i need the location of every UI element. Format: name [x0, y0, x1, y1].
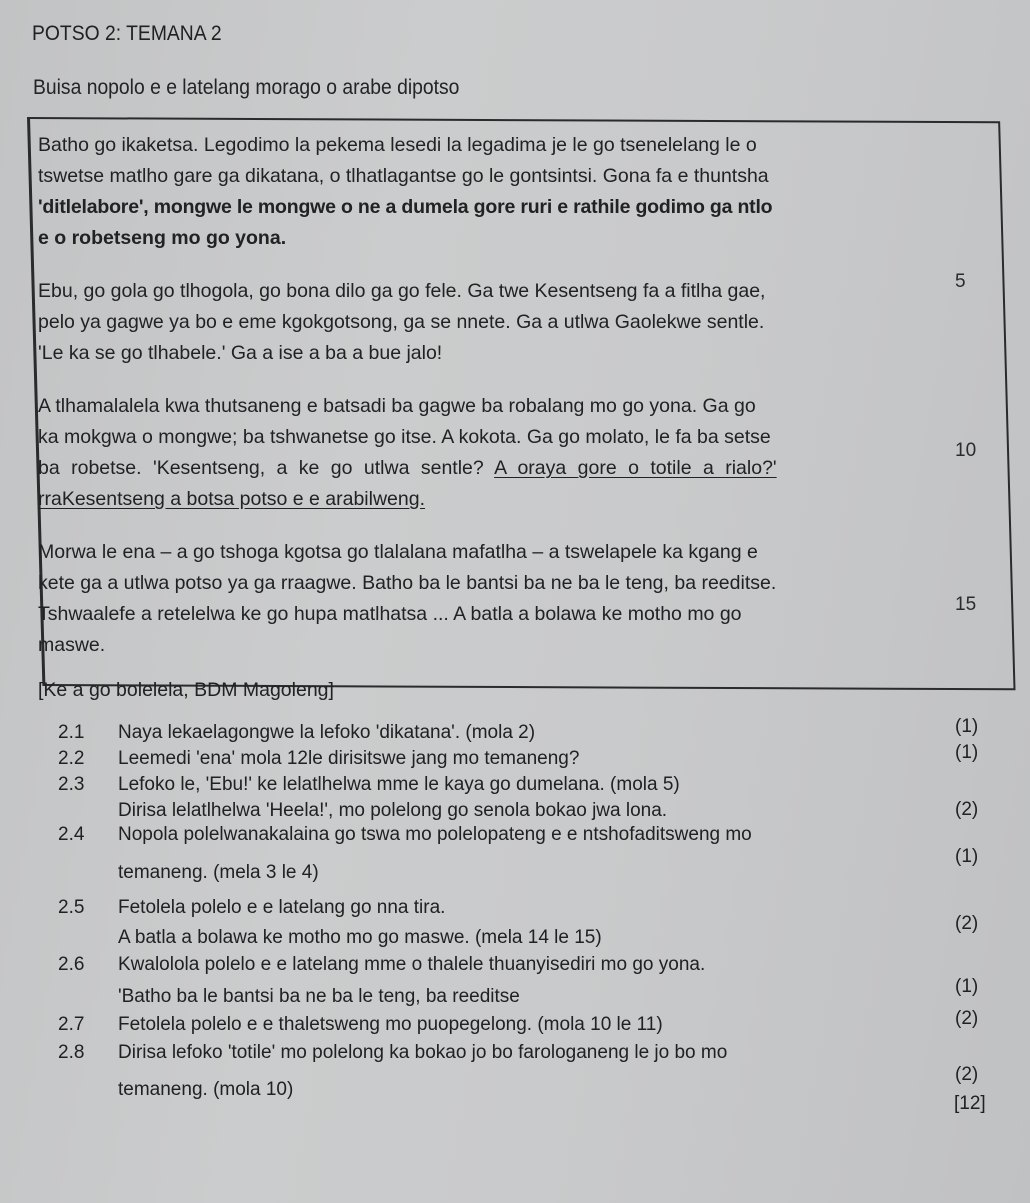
passage-paragraph-3 [38, 391, 943, 515]
question-text: 'Batho ba le bantsi ba ne ba le teng, ba reeditse [118, 986, 520, 1007]
passage-paragraph-2 [38, 276, 943, 369]
question-marks: (1) [955, 976, 979, 997]
passage-line: 'ditlelabore', mongwe le mongwe o ne a dumela gore ruri e rathile godimo ga ntlo [38, 196, 773, 218]
question-text: A batla a bolawa ke motho mo go maswe. (mela 14 le 15) [118, 927, 602, 948]
passage-line [38, 453, 943, 484]
question-text: temaneng. (mela 3 le 4) [118, 862, 319, 883]
underlined-sentence-part-2: rraKesentseng a botsa potso e e arabilweng. [38, 488, 426, 510]
question-number: 2.6 [58, 954, 85, 975]
passage-paragraph-1 [38, 130, 943, 254]
question-text: Kwalolola polelo e e latelang mme o thalele thuanyisediri mo go yona. [118, 954, 706, 975]
question-marks: (2) [955, 913, 979, 934]
question-marks: (1) [955, 846, 979, 867]
underlined-sentence-part-1: A oraya gore o totile a rialo?' [494, 457, 777, 479]
passage-line: Batho go ikaketsa. Legodimo la pekema lesedi la legadima je le go tsenelelang le o [38, 134, 757, 156]
question-text: Nopola polelwanakalaina go tswa mo polelopateng e e ntshofaditsweng mo [118, 824, 752, 845]
question-marks: (2) [955, 1008, 979, 1029]
question-number: 2.1 [58, 722, 85, 743]
passage-line: tswetse matlho gare ga dikatana, o tlhatlagantse go le gontsintsi. Gona fa e thuntsha [38, 165, 769, 187]
page-title: POTSO 2: TEMANA 2 [32, 22, 222, 45]
passage-line: A tlhamalalela kwa thutsaneng e batsadi ba gagwe ba robalang mo go yona. Ga go [38, 395, 756, 417]
question-text: temaneng. (mola 10) [118, 1079, 294, 1100]
question-marks: (1) [955, 742, 979, 763]
passage-line: kete ga a utlwa potso ya ga rraagwe. Batho ba le bantsi ba ne ba le teng, ba reeditse. [38, 572, 777, 594]
question-number: 2.2 [58, 748, 85, 769]
passage-line: Ebu, go gola go tlhogola, go bona dilo ga go fele. Ga twe Kesentseng fa a fitlha gae, [38, 280, 766, 302]
question-text: Dirisa lelatlhelwa 'Heela!', mo polelong go senola bokao jwa lona. [118, 800, 668, 821]
question-number: 2.8 [58, 1042, 85, 1063]
passage-line: Tshwaalefe a retelelwa ke go hupa matlhatsa ... A batla a bolawa ke motho mo go [38, 603, 742, 625]
passage-line: maswe. [38, 634, 106, 656]
question-text: Lefoko le, 'Ebu!' ke lelatlhelwa mme le kaya go dumelana. (mola 5) [118, 774, 680, 795]
passage-paragraph-4 [38, 537, 943, 661]
passage-line: ka mokgwa o mongwe; ba tshwanetse go itse. A kokota. Ga go molato, le fa ba setse [38, 426, 771, 448]
question-marks: (2) [955, 1064, 979, 1085]
question-text: Leemedi 'ena' mola 12le dirisitswe jang mo temaneng? [118, 748, 580, 769]
line-number-5: 5 [955, 271, 966, 292]
passage-line: pelo ya gagwe ya bo e eme kgokgotsong, ga se nnete. Ga a utlwa Gaolekwe sentle. [38, 311, 765, 333]
question-number: 2.3 [58, 774, 85, 795]
question-marks: (1) [955, 716, 979, 737]
passage [38, 130, 943, 706]
passage-source: [Ke a go bolelela, BDM Magoleng] [38, 679, 334, 701]
question-marks: (2) [955, 799, 979, 820]
question-number: 2.4 [58, 824, 85, 845]
passage-line-text: ba robetse. 'Kesentseng, a ke go utlwa sentle? [38, 457, 484, 479]
passage-line: Morwa le ena – a go tshoga kgotsa go tlalalana mafatlha – a tswelapele ka kgang e [38, 541, 758, 563]
line-number-15: 15 [955, 594, 977, 615]
line-number-10: 10 [955, 440, 977, 461]
passage-line: 'Le ka se go tlhabele.' Ga a ise a ba a bue jalo! [38, 342, 443, 364]
instruction-text: Buisa nopolo e e latelang morago o arabe dipotso [33, 76, 460, 99]
question-number: 2.7 [58, 1014, 85, 1035]
question-number: 2.5 [58, 897, 85, 918]
question-text: Naya lekaelagongwe la lefoko 'dikatana'. (mola 2) [118, 722, 536, 743]
passage-line: e o robetseng mo go yona. [38, 227, 287, 249]
question-text: Fetolela polelo e e latelang go nna tira. [118, 897, 446, 918]
question-text: Fetolela polelo e e thaletsweng mo puopegelong. (mola 10 le 11) [118, 1014, 663, 1035]
total-marks: [12] [954, 1093, 986, 1114]
question-text: Dirisa lefoko 'totile' mo polelong ka bokao jo bo farologaneng le jo bo mo [118, 1042, 728, 1063]
